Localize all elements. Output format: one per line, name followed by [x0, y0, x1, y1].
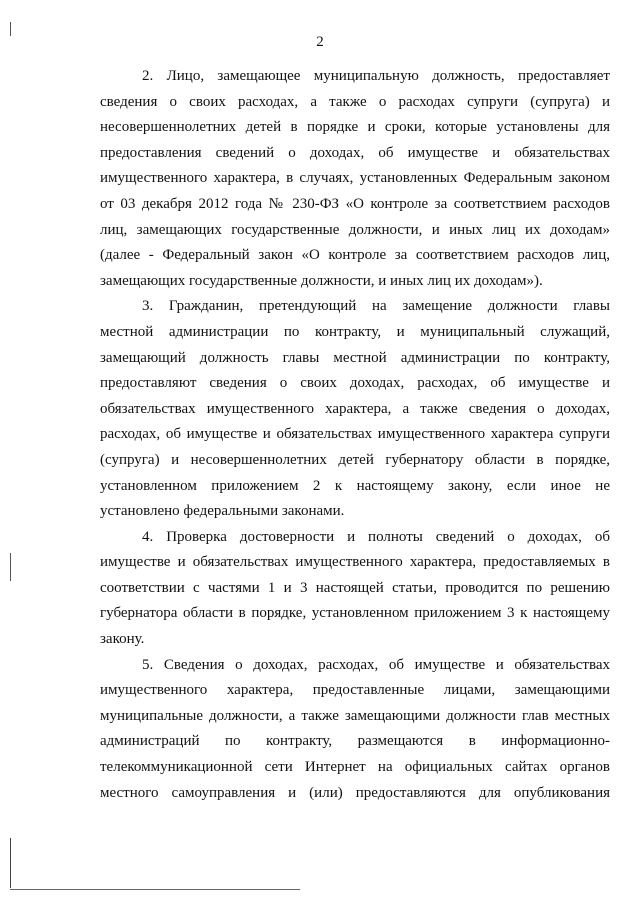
text-line: имуществе и обязательствах имущественного характера, предоставляемых в	[100, 554, 610, 571]
text-line: (далее - Федеральный закон «О контроле за соответствием расходов лиц,	[100, 247, 610, 264]
text-line: закону.	[100, 631, 145, 648]
paragraph-5	[100, 653, 610, 807]
text-line: установлено федеральными законами.	[100, 503, 345, 520]
text-line: 5. Сведения о доходах, расходах, об имуществе и обязательствах	[142, 656, 610, 673]
page-number: 2	[316, 34, 324, 50]
text-line: имущественного характера, в случаях, установленных Федеральным законом	[100, 170, 610, 187]
paragraph-2	[100, 64, 610, 294]
text-line: 3. Гражданин, претендующий на замещение должности главы	[142, 298, 610, 315]
text-line: установленном приложением 2 к настоящему закону, если иное не	[100, 477, 610, 494]
text-line: телекоммуникационной сети Интернет на официальных сайтах органов	[100, 759, 610, 776]
text-line: местного самоуправления и (или) предоставляются для опубликования	[100, 784, 610, 801]
paragraph-3	[100, 294, 610, 524]
text-line: замещающий должность главы местной администрации по контракту,	[100, 349, 610, 366]
text-line: муниципальные должности, а также замещающими должности глав местных	[100, 707, 610, 724]
text-line: губернатора области в порядке, установленном приложением 3 к настоящему	[100, 605, 610, 622]
text-line: расходах, об имуществе и обязательствах имущественного характера супруги	[100, 426, 610, 443]
text-line: лиц, замещающих государственные должности, и иных лиц их доходам»	[100, 221, 610, 238]
paragraph-4	[100, 525, 610, 653]
text-line: 2. Лицо, замещающее муниципальную должность, предоставляет	[142, 68, 610, 84]
text-line: предоставляют сведения о своих доходах, расходах, об имуществе и	[100, 375, 610, 392]
scan-edge-mark	[10, 553, 11, 581]
text-line: замещающих государственные должности, и иных лиц их доходам»).	[100, 272, 543, 289]
text-line: от 03 декабря 2012 года № 230-ФЗ «О контроле за соответствием расходов	[100, 195, 610, 212]
text-line: 4. Проверка достоверности и полноты сведений о доходах, об	[142, 528, 610, 545]
document-body	[100, 64, 610, 806]
text-line: местной администрации по контракту, и муниципальный служащий,	[100, 323, 610, 340]
text-line: несовершеннолетних детей в порядке и сроки, которые установлены для	[100, 119, 610, 136]
text-line: соответствии с частями 1 и 3 настоящей статьи, проводится по решению	[100, 579, 610, 596]
text-line: сведения о своих расходах, а также о расходах супруги (супруга) и	[100, 93, 610, 110]
scan-edge-line	[10, 889, 300, 890]
text-line: администраций по контракту, размещаются в информационно-	[100, 733, 610, 750]
text-line: обязательствах имущественного характера, а также сведения о доходах,	[100, 400, 610, 417]
text-line: предоставления сведений о доходах, об имуществе и обязательствах	[100, 144, 610, 161]
text-line: (супруга) и несовершеннолетних детей губернатору области в порядке,	[100, 451, 610, 468]
scan-edge-mark	[10, 838, 11, 888]
text-line: имущественного характера, предоставленные лицами, замещающими	[100, 682, 610, 699]
